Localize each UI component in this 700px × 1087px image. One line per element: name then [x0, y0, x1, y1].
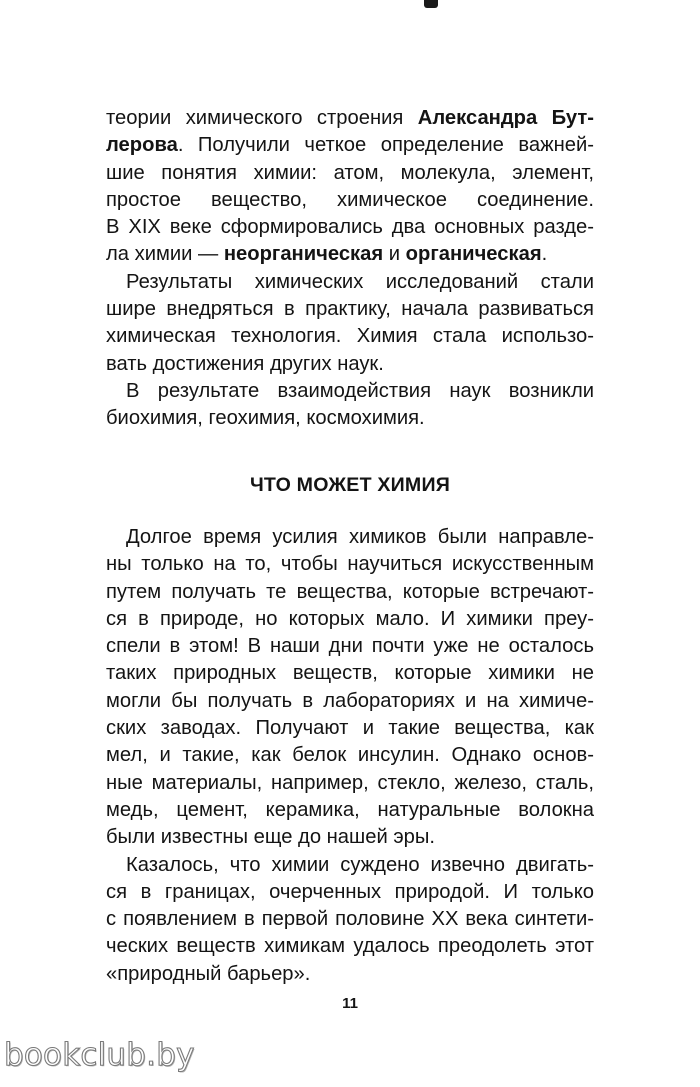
text-line: шие понятия химии: атом, молекула, элемент, — [106, 161, 594, 184]
text-line: простое вещество, химическое соединение. — [106, 188, 594, 211]
text-line: лерова. Получили четкое определение важней- — [106, 134, 594, 157]
page-number: 11 — [342, 995, 358, 1012]
text-line: спели в этом! В наши дни почти уже не осталось — [106, 635, 594, 658]
text-line: были известны еще до нашей эры. — [106, 826, 435, 849]
text-line: Долгое время усилия химиков были направле- — [126, 526, 594, 548]
text-line: В результате взаимодействия наук возникли — [126, 379, 594, 402]
text-line: ся в природе, но которых мало. И химики преу- — [106, 607, 594, 630]
text-line: вать достижения других наук. — [106, 352, 384, 375]
text-line: ских заводах. Получают и такие вещества, как — [106, 717, 594, 740]
text-line: ла химии — неорганическая и органическая. — [106, 243, 548, 266]
text-line: путем получать те вещества, которые встречают- — [106, 580, 594, 603]
text-line: таких природных веществ, которые химики не — [106, 662, 594, 685]
text-line: шире внедряться в практику, начала развиваться — [106, 298, 594, 321]
text-line: Казалось, что химии суждено извечно двигать- — [126, 853, 594, 876]
text-column-bottom — [106, 524, 594, 988]
top-edge-mark — [424, 0, 438, 8]
text-line: ся в границах, очерченных природой. И только — [106, 880, 594, 903]
text-line: биохимия, геохимия, космохимия. — [106, 407, 425, 430]
text-line: с появлением в первой половине XX века синтети- — [106, 908, 594, 931]
text-line: «природный барьер». — [106, 962, 311, 985]
text-line: ны только на то, чтобы научиться искусственным — [106, 553, 594, 576]
text-line: теории химического строения Александра Бут- — [106, 107, 595, 129]
section-heading: ЧТО МОЖЕТ ХИМИЯ — [249, 474, 451, 496]
text-line: Результаты химических исследований стали — [126, 270, 594, 293]
text-line: могли бы получать в лабораториях и на химиче- — [106, 689, 594, 712]
text-line: ческих веществ химикам удалось преодолеть этот — [106, 935, 594, 958]
text-line: медь, цемент, керамика, натуральные волокна — [106, 798, 594, 821]
watermark-logo: bookclub.by — [4, 1037, 195, 1073]
text-line: мел, и такие, как белок инсулин. Однако основ- — [106, 744, 594, 767]
text-line: В XIX веке сформировались два основных разде- — [106, 216, 594, 239]
text-column-top — [106, 105, 594, 433]
text-line: химическая технология. Химия стала использо- — [106, 325, 594, 348]
text-line: ные материалы, например, стекло, железо, сталь, — [106, 771, 594, 794]
